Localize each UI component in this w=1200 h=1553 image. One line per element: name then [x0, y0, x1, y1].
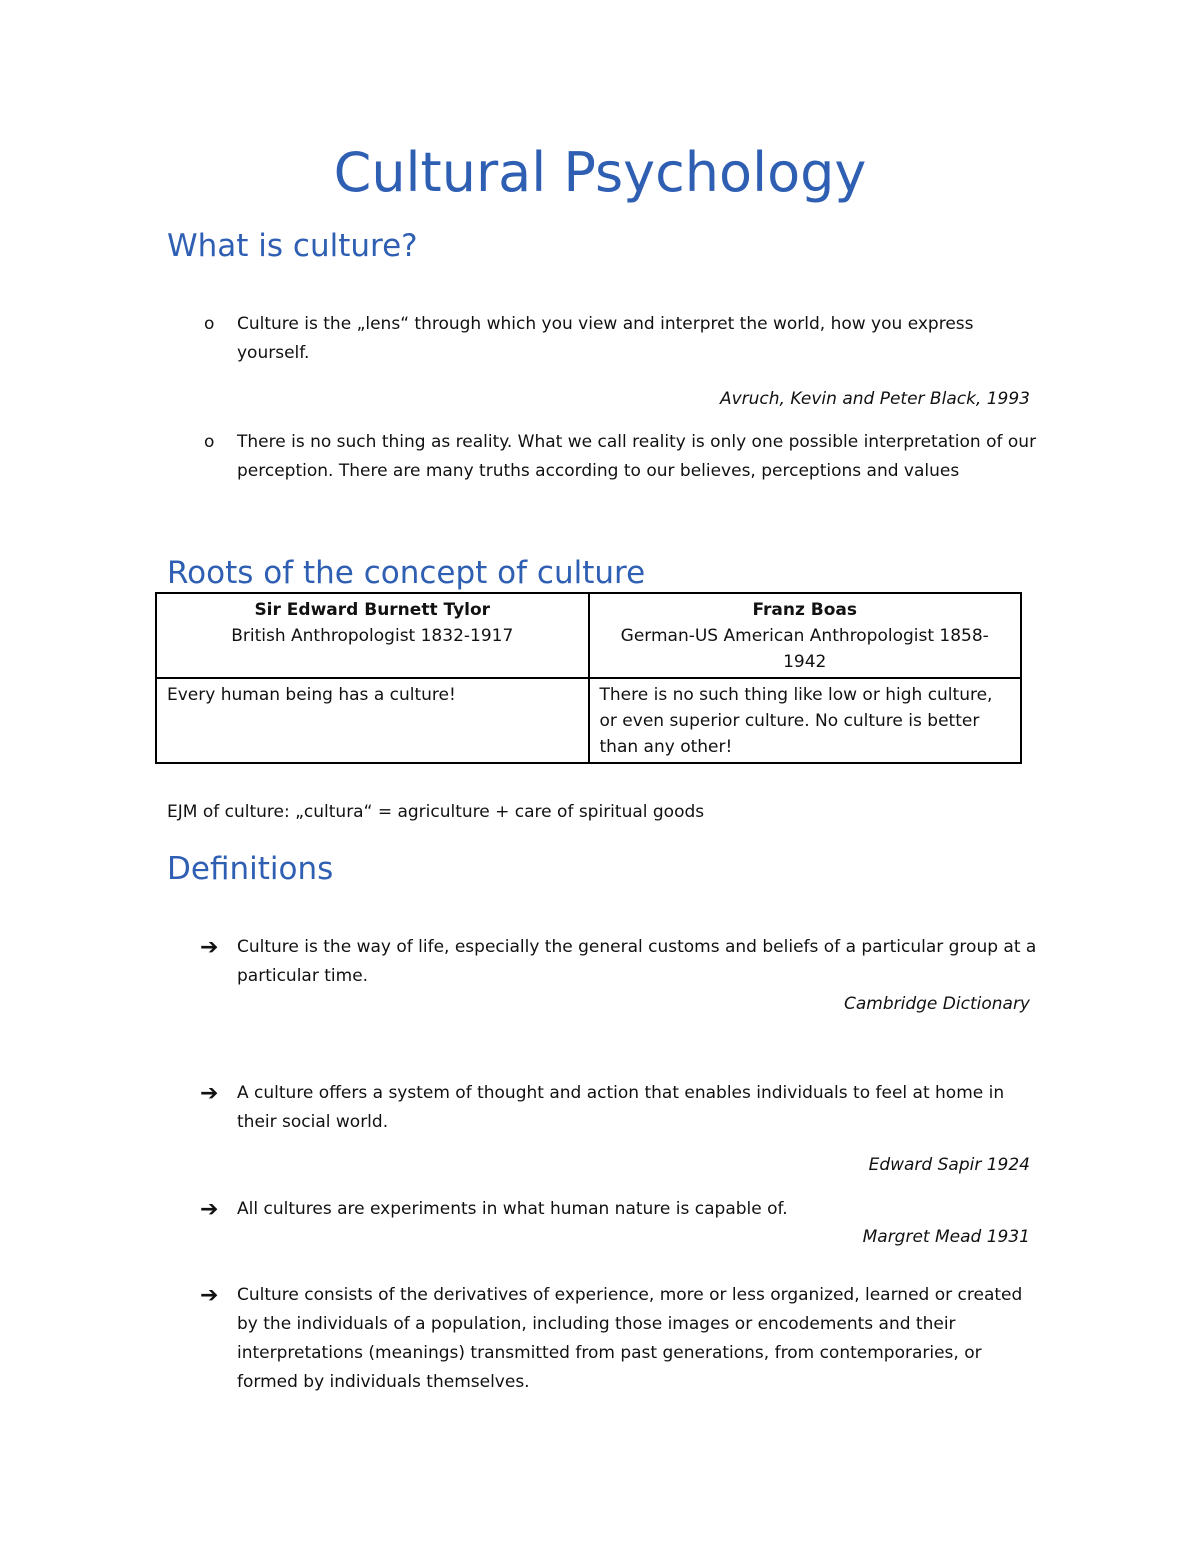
- arrow-right-icon: ➔: [200, 1081, 219, 1106]
- definition-text: Culture consists of the derivatives of experience, more or less organized, learned or created by the individuals of a population, including those images or encodements and their interpretations (meanings) transmitted from past generations, from contemporaries, or formed by individuals themselves.: [237, 1285, 1023, 1392]
- list-item: [200, 310, 1040, 368]
- attribution-avruch: Avruch, Kevin and Peter Black, 1993: [719, 389, 1030, 409]
- document-title: Cultural Psychology: [333, 141, 867, 204]
- table-row: [156, 593, 1021, 678]
- boas-description: German-US American Anthropologist 1858-1942: [620, 626, 989, 672]
- arrow-right-icon: ➔: [200, 935, 219, 960]
- circle-bullet-icon: o: [204, 314, 215, 334]
- arrow-right-icon: ➔: [200, 1197, 219, 1222]
- definition-text: A culture offers a system of thought and action that enables individuals to feel at home in their social world.: [237, 1083, 1005, 1132]
- definition-source: Edward Sapir 1924: [868, 1155, 1030, 1175]
- definition-source: Margret Mead 1931: [862, 1227, 1030, 1247]
- arrow-right-icon: ➔: [200, 1283, 219, 1308]
- list-item: [200, 1281, 1040, 1397]
- list-item: [200, 428, 1040, 486]
- definition-text: All cultures are experiments in what human nature is capable of.: [237, 1199, 788, 1219]
- list-item: [200, 933, 1040, 991]
- heading-roots: Roots of the concept of culture: [167, 555, 646, 591]
- table-cell: [156, 593, 589, 678]
- list-item: [200, 1195, 1040, 1224]
- tylor-name: Sir Edward Burnett Tylor: [254, 600, 491, 620]
- list-item: [200, 1079, 1040, 1137]
- heading-definitions: Definitions: [167, 851, 334, 887]
- table-row: [156, 678, 1021, 763]
- roots-table: [155, 592, 1022, 764]
- heading-what-is-culture: What is culture?: [167, 228, 418, 264]
- boas-name: Franz Boas: [752, 600, 858, 620]
- table-cell: [589, 593, 1022, 678]
- bullet-text: Culture is the „lens“ through which you view and interpret the world, how you express yourself.: [237, 314, 974, 363]
- definition-text: Culture is the way of life, especially the general customs and beliefs of a particular group at a particular time.: [237, 937, 1037, 986]
- definition-source: Cambridge Dictionary: [844, 994, 1030, 1014]
- tylor-view: Every human being has a culture!: [156, 678, 589, 763]
- etymology-line: EJM of culture: „cultura“ = agriculture + care of spiritual goods: [167, 802, 705, 822]
- boas-view: There is no such thing like low or high culture, or even superior culture. No culture is better than any other!: [589, 678, 1022, 763]
- tylor-description: British Anthropologist 1832-1917: [231, 626, 514, 646]
- circle-bullet-icon: o: [204, 432, 215, 452]
- bullet-text: There is no such thing as reality. What we call reality is only one possible interpretation of our perception. There are many truths according to our believes, perceptions and values: [237, 432, 1037, 481]
